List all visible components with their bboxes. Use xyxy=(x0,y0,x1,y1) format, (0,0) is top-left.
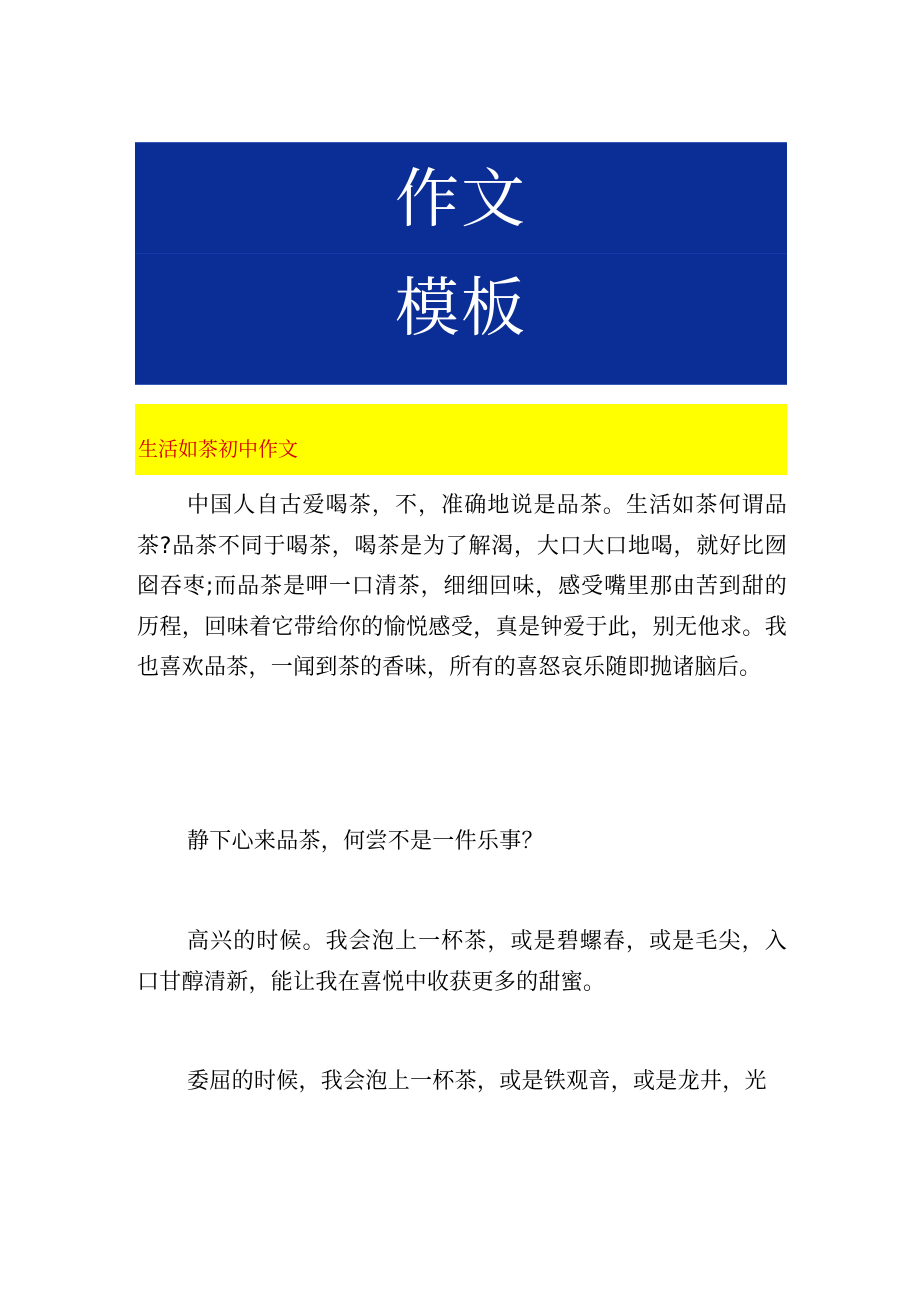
cover-title-line-1: 作文 xyxy=(395,163,527,237)
cover-banner xyxy=(135,142,787,385)
essay-paragraph-4: 委屈的时候，我会泡上一杯茶，或是铁观音，或是龙井，光 xyxy=(187,1069,767,1094)
essay-paragraph-1: 中国人自古爱喝茶，不，准确地说是品茶。生活如茶何谓品茶?品茶不同于喝茶，喝茶是为了解渴，大口大口地喝，就好比囫囵吞枣;而品茶是呷一口清茶，细细回味，感受嘴里那由苦到甜的历程，回味着它带给你的愉悦感受，真是钟爱于此，别无他求。我也喜欢品茶，一闻到茶的香味，所有的喜怒哀乐随即抛诸脑后。 xyxy=(137,493,787,680)
essay-title-highlight xyxy=(135,404,787,475)
essay-paragraph-2: 静下心来品茶，何尝不是一件乐事？ xyxy=(187,829,544,854)
essay-title: 生活如茶初中作文 xyxy=(138,437,298,461)
essay-paragraph-3: 高兴的时候。我会泡上一杯茶，或是碧螺春，或是毛尖，入口甘醇清新，能让我在喜悦中收获更多的甜蜜。 xyxy=(137,929,787,995)
cover-divider xyxy=(135,253,787,254)
cover-title-line-2: 模板 xyxy=(395,272,527,346)
